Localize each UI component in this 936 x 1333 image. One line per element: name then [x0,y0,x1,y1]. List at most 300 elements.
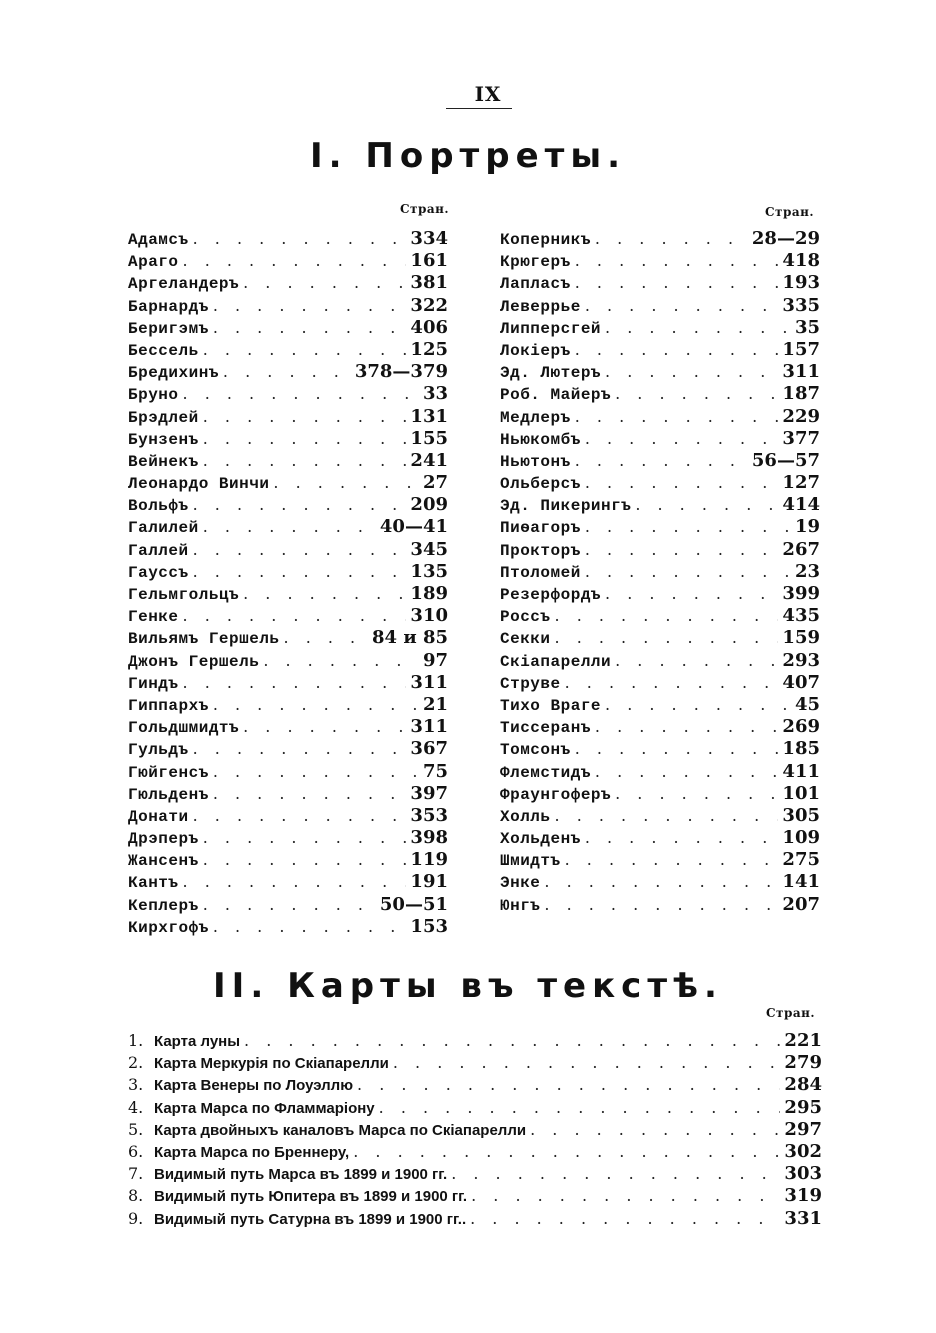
dot-leader [183,872,407,891]
dot-leader [193,540,407,559]
dot-leader [635,495,778,514]
dot-leader [471,1186,780,1205]
dot-leader [544,872,778,891]
portrait-name: Крюгеръ [500,253,571,272]
portrait-entry [128,605,448,627]
map-entry [128,1185,822,1207]
dot-leader [213,917,407,936]
portrait-entry [128,716,448,738]
dot-leader [193,739,407,758]
portrait-page: 157 [782,338,820,360]
portrait-name: Брэдлей [128,408,199,427]
map-page: 331 [784,1207,822,1229]
portrait-name: Донати [128,807,189,826]
portrait-page: 84 и 85 [372,627,448,649]
portrait-page: 229 [782,405,820,427]
portrait-name: Адамсъ [128,231,189,249]
portrait-name: Вильямъ Гершель [128,630,280,649]
map-page: 279 [784,1052,822,1074]
dot-leader [605,584,778,603]
portrait-entry [128,450,448,472]
portrait-name: Гюльденъ [128,785,209,804]
map-entry [128,1119,822,1141]
portrait-name: Локіеръ [500,341,571,360]
portrait-name: Вейнекъ [128,452,199,471]
portrait-page: 411 [782,760,820,782]
dot-leader [470,1209,780,1228]
portrait-page: 153 [410,915,448,937]
dot-leader [243,584,406,603]
portrait-name: Дрэперъ [128,830,199,849]
portrait-name: Эд. Лютеръ [500,364,602,383]
dot-leader [555,606,779,625]
portrait-entry [128,738,448,760]
portrait-name: Жансенъ [128,852,199,871]
portrait-page: 345 [410,538,448,560]
portrait-entry [500,605,820,627]
portrait-entry [500,650,820,672]
maps-title: II. Карты въ текстѣ. [213,966,723,1006]
portrait-page: 418 [782,250,820,272]
dot-leader [451,1164,780,1183]
portrait-entry [500,450,820,472]
portrait-page: 334 [410,228,448,249]
portrait-page: 97 [422,649,448,671]
portrait-page: 193 [782,272,820,294]
portrait-entry [128,761,448,783]
portrait-name: Генке [128,608,179,627]
portrait-page: 269 [782,716,820,738]
portrait-entry [500,894,820,916]
dot-leader [585,517,791,536]
portrait-page: 109 [782,827,820,849]
portraits-left-column-header: Стран. [400,202,450,216]
portrait-page: 141 [782,871,820,893]
portrait-name: Бессель [128,341,199,360]
dot-leader [605,695,791,714]
portrait-entry [500,406,820,428]
portrait-entry [128,783,448,805]
dot-leader [393,1053,781,1072]
portrait-entry [500,472,820,494]
portrait-page: 119 [410,849,448,871]
portrait-name: Кеплеръ [128,896,199,915]
portrait-name: Тиссеранъ [500,719,591,738]
portrait-name: Кирхгофъ [128,918,209,937]
portrait-name: Роб. Майеръ [500,386,612,405]
portrait-name: Секки [500,630,551,649]
portrait-name: Тихо Враге [500,696,602,715]
portrait-page: 33 [422,383,448,405]
portrait-entry [128,472,448,494]
dot-leader [575,273,779,292]
portrait-entry [500,871,820,893]
portrait-page: 311 [410,716,448,738]
portrait-name: Леверрье [500,297,581,316]
portrait-entry [500,716,820,738]
portrait-entry [500,583,820,605]
map-entry [128,1030,822,1052]
portrait-entry [500,339,820,361]
portrait-page: 27 [422,472,448,494]
portrait-name: Птоломей [500,563,581,582]
map-number: 4. [128,1097,144,1117]
dot-leader [595,717,779,736]
dot-leader [183,606,407,625]
portrait-name: Галилей [128,519,199,538]
map-number: 5. [128,1119,144,1139]
portrait-entry [500,561,820,583]
dot-leader [203,340,407,359]
portrait-entry [500,539,820,561]
portrait-name: Ньютонъ [500,452,571,471]
portrait-entry [128,583,448,605]
map-page: 319 [784,1185,822,1207]
dot-leader [585,296,779,315]
map-title: Видимый путь Сатурна въ 1899 и 1900 гг.. [154,1210,467,1228]
page-number-rule [446,108,512,109]
dot-leader [353,1142,780,1161]
map-number: 8. [128,1186,144,1206]
dot-leader [615,384,778,403]
maps-list [128,1030,822,1230]
map-entry [128,1163,822,1185]
portrait-name: Джонъ Гершель [128,652,260,671]
portrait-entry [128,494,448,516]
dot-leader [203,850,407,869]
map-page: 295 [784,1096,822,1118]
portrait-page: 56—57 [751,449,820,471]
portrait-page: 399 [782,583,820,604]
map-number: 6. [128,1141,144,1161]
portrait-entry [500,627,820,649]
portrait-entry [128,339,448,361]
portraits-right-column [500,228,820,916]
dot-leader [605,318,791,337]
portrait-name: Пиѳагоръ [500,519,581,538]
portrait-page: 381 [410,272,448,294]
portrait-page: 275 [782,849,820,871]
dot-leader [585,429,779,448]
portrait-name: Кантъ [128,874,179,893]
portrait-page: 378—379 [354,361,448,383]
portrait-entry [128,272,448,294]
dot-leader [193,806,407,825]
dot-leader [183,673,407,692]
portrait-page: 28—29 [751,228,820,249]
portrait-page: 155 [410,427,448,449]
portrait-entry [500,761,820,783]
portrait-name: Хольденъ [500,830,581,849]
dot-leader [203,895,376,914]
dot-leader [203,429,407,448]
portrait-entry [500,783,820,805]
portrait-page: 397 [410,782,448,804]
map-number: 7. [128,1164,144,1184]
dot-leader [357,1075,780,1094]
dot-leader [379,1098,781,1117]
map-page: 221 [784,1030,822,1051]
portrait-entry [500,317,820,339]
portrait-entry [500,250,820,272]
portrait-name: Томсонъ [500,741,571,760]
portrait-entry [500,383,820,405]
portrait-name: Ньюкомбъ [500,430,581,449]
portrait-entry [128,650,448,672]
dot-leader [585,562,791,581]
portrait-entry [500,516,820,538]
dot-leader [203,517,376,536]
map-number: 9. [128,1208,144,1228]
portrait-entry [500,672,820,694]
portrait-page: 35 [794,316,820,338]
map-title: Карта Меркурія по Скіапарелли [154,1055,389,1073]
portrait-entry [500,849,820,871]
dot-leader [203,828,407,847]
map-title: Карта Марса по Фламмаріону [154,1099,375,1117]
portrait-name: Вольфъ [128,497,189,516]
map-entry [128,1074,822,1096]
portrait-entry [500,738,820,760]
portrait-name: Гульдъ [128,741,189,760]
dot-leader [273,473,419,492]
portrait-entry [128,805,448,827]
portrait-entry [128,228,448,250]
portrait-entry [128,516,448,538]
portrait-page: 414 [782,494,820,516]
portrait-page: 189 [410,583,448,604]
portrait-name: Гауссъ [128,563,189,582]
portrait-page: 335 [782,294,820,316]
map-title: Видимый путь Юпитера въ 1899 и 1900 гг. [154,1188,468,1206]
portraits-title: I. Портреты. [309,136,627,176]
dot-leader [193,495,407,514]
portrait-entry [500,228,820,250]
map-page: 302 [784,1140,822,1162]
page-number: IX [474,82,502,106]
portrait-name: Лапласъ [500,275,571,294]
map-entry [128,1141,822,1163]
portrait-name: Бунзенъ [128,430,199,449]
portrait-name: Гюйгенсъ [128,763,209,782]
portrait-entry [500,361,820,383]
dot-leader [223,362,351,381]
portrait-entry [500,494,820,516]
portrait-name: Ольберсъ [500,475,581,494]
dot-leader [555,628,779,647]
portrait-page: 209 [410,494,448,516]
portrait-page: 353 [410,804,448,826]
map-entry [128,1052,822,1074]
dot-leader [575,739,779,758]
portrait-entry [500,295,820,317]
portrait-entry [500,805,820,827]
portrait-name: Леонардо Винчи [128,475,270,494]
portrait-page: 45 [794,693,820,715]
dot-leader [213,695,419,714]
map-entry [128,1097,822,1119]
dot-leader [575,251,779,270]
portrait-page: 135 [410,560,448,582]
portrait-page: 311 [782,361,820,383]
dot-leader [585,473,779,492]
portrait-page: 21 [422,693,448,715]
portrait-page: 40—41 [379,516,448,538]
portrait-name: Липперсгей [500,319,602,338]
portrait-entry [500,827,820,849]
portrait-name: Беригэмъ [128,319,209,338]
portrait-name: Гиндъ [128,674,179,693]
map-page: 284 [784,1074,822,1096]
portrait-page: 398 [410,827,448,849]
portrait-name: Коперникъ [500,231,591,249]
map-title: Карта двойныхъ каналовъ Марса по Скіапарелли [154,1121,527,1139]
portrait-entry [128,317,448,339]
portrait-entry [128,672,448,694]
dot-leader [575,407,779,426]
maps-column-header: Стран. [766,1006,816,1020]
portrait-page: 293 [782,649,820,671]
dot-leader [183,384,419,403]
portrait-name: Медлеръ [500,408,571,427]
portrait-entry [128,894,448,916]
portrait-entry [128,295,448,317]
dot-leader [605,362,778,381]
map-title: Карта Венеры по Лоуэллю [154,1077,354,1095]
portrait-name: Бредихинъ [128,364,219,383]
dot-leader [595,229,748,248]
portrait-name: Россъ [500,608,551,627]
portrait-page: 159 [782,627,820,649]
portrait-name: Бруно [128,386,179,405]
map-number: 1. [128,1031,144,1050]
dot-leader [575,451,748,470]
portrait-page: 187 [782,383,820,405]
portrait-entry [128,361,448,383]
portrait-page: 267 [782,538,820,560]
portrait-entry [500,694,820,716]
portrait-entry [128,383,448,405]
portrait-name: Фраунгоферъ [500,785,612,804]
dot-leader [244,1031,780,1050]
dot-leader [585,828,779,847]
dot-leader [213,318,407,337]
portrait-page: 75 [422,760,448,782]
portrait-page: 50—51 [379,893,448,915]
portrait-page: 435 [782,605,820,627]
dot-leader [565,673,779,692]
portrait-entry [128,694,448,716]
portrait-page: 131 [410,405,448,427]
portrait-name: Галлей [128,541,189,560]
portrait-page: 377 [782,427,820,449]
dot-leader [615,784,778,803]
portrait-name: Аргеландеръ [128,275,240,294]
map-page: 303 [784,1163,822,1185]
dot-leader [193,229,407,248]
portrait-name: Юнгъ [500,896,541,915]
portrait-name: Флемстидъ [500,763,591,782]
portrait-entry [128,428,448,450]
portrait-entry [500,428,820,450]
portrait-page: 19 [794,516,820,538]
dot-leader [575,340,779,359]
portrait-page: 101 [782,782,820,804]
portrait-page: 310 [410,605,448,627]
portrait-name: Скіапарелли [500,652,612,671]
dot-leader [183,251,407,270]
dot-leader [203,407,407,426]
portrait-name: Араго [128,253,179,272]
portrait-page: 305 [782,804,820,826]
dot-leader [213,784,407,803]
dot-leader [243,273,406,292]
portrait-name: Холль [500,807,551,826]
portrait-entry [128,627,448,649]
portrait-page: 241 [410,449,448,471]
portrait-name: Шмидтъ [500,852,561,871]
portrait-page: 311 [410,671,448,693]
portrait-name: Гольдшмидтъ [128,719,240,738]
portrait-name: Эд. Пикерингъ [500,497,632,516]
portrait-name: Барнардъ [128,297,209,316]
portrait-page: 407 [782,671,820,693]
portrait-entry [128,849,448,871]
portrait-page: 161 [410,250,448,272]
portrait-page: 406 [410,316,448,338]
portrait-name: Гиппархъ [128,696,209,715]
dot-leader [263,651,419,670]
portrait-page: 191 [410,871,448,893]
portrait-entry [128,827,448,849]
map-title: Карта луны [154,1033,241,1050]
portrait-entry [128,250,448,272]
portrait-page: 367 [410,738,448,760]
portrait-entry [128,539,448,561]
map-page: 297 [784,1118,822,1140]
portrait-entry [128,406,448,428]
dot-leader [203,451,407,470]
dot-leader [284,628,368,647]
portrait-entry [500,272,820,294]
dot-leader [213,296,407,315]
portrait-entry [128,871,448,893]
portrait-page: 185 [782,738,820,760]
portrait-entry [128,561,448,583]
dot-leader [555,806,779,825]
portrait-page: 23 [794,560,820,582]
map-title: Видимый путь Марса въ 1899 и 1900 гг. [154,1166,448,1184]
portrait-name: Струве [500,674,561,693]
map-title: Карта Марса по Бреннеру, [154,1143,350,1161]
portraits-right-column-header: Стран. [765,205,815,219]
portrait-page: 127 [782,472,820,494]
portrait-entry [128,916,448,938]
dot-leader [243,717,406,736]
portraits-left-column [128,228,448,938]
dot-leader [530,1120,780,1139]
map-number: 3. [128,1075,144,1095]
dot-leader [615,651,778,670]
portrait-page: 125 [410,338,448,360]
dot-leader [213,762,419,781]
dot-leader [585,540,779,559]
portrait-name: Резерфордъ [500,586,602,604]
dot-leader [544,895,778,914]
portrait-name: Прокторъ [500,541,581,560]
dot-leader [193,562,407,581]
portrait-page: 322 [410,294,448,316]
